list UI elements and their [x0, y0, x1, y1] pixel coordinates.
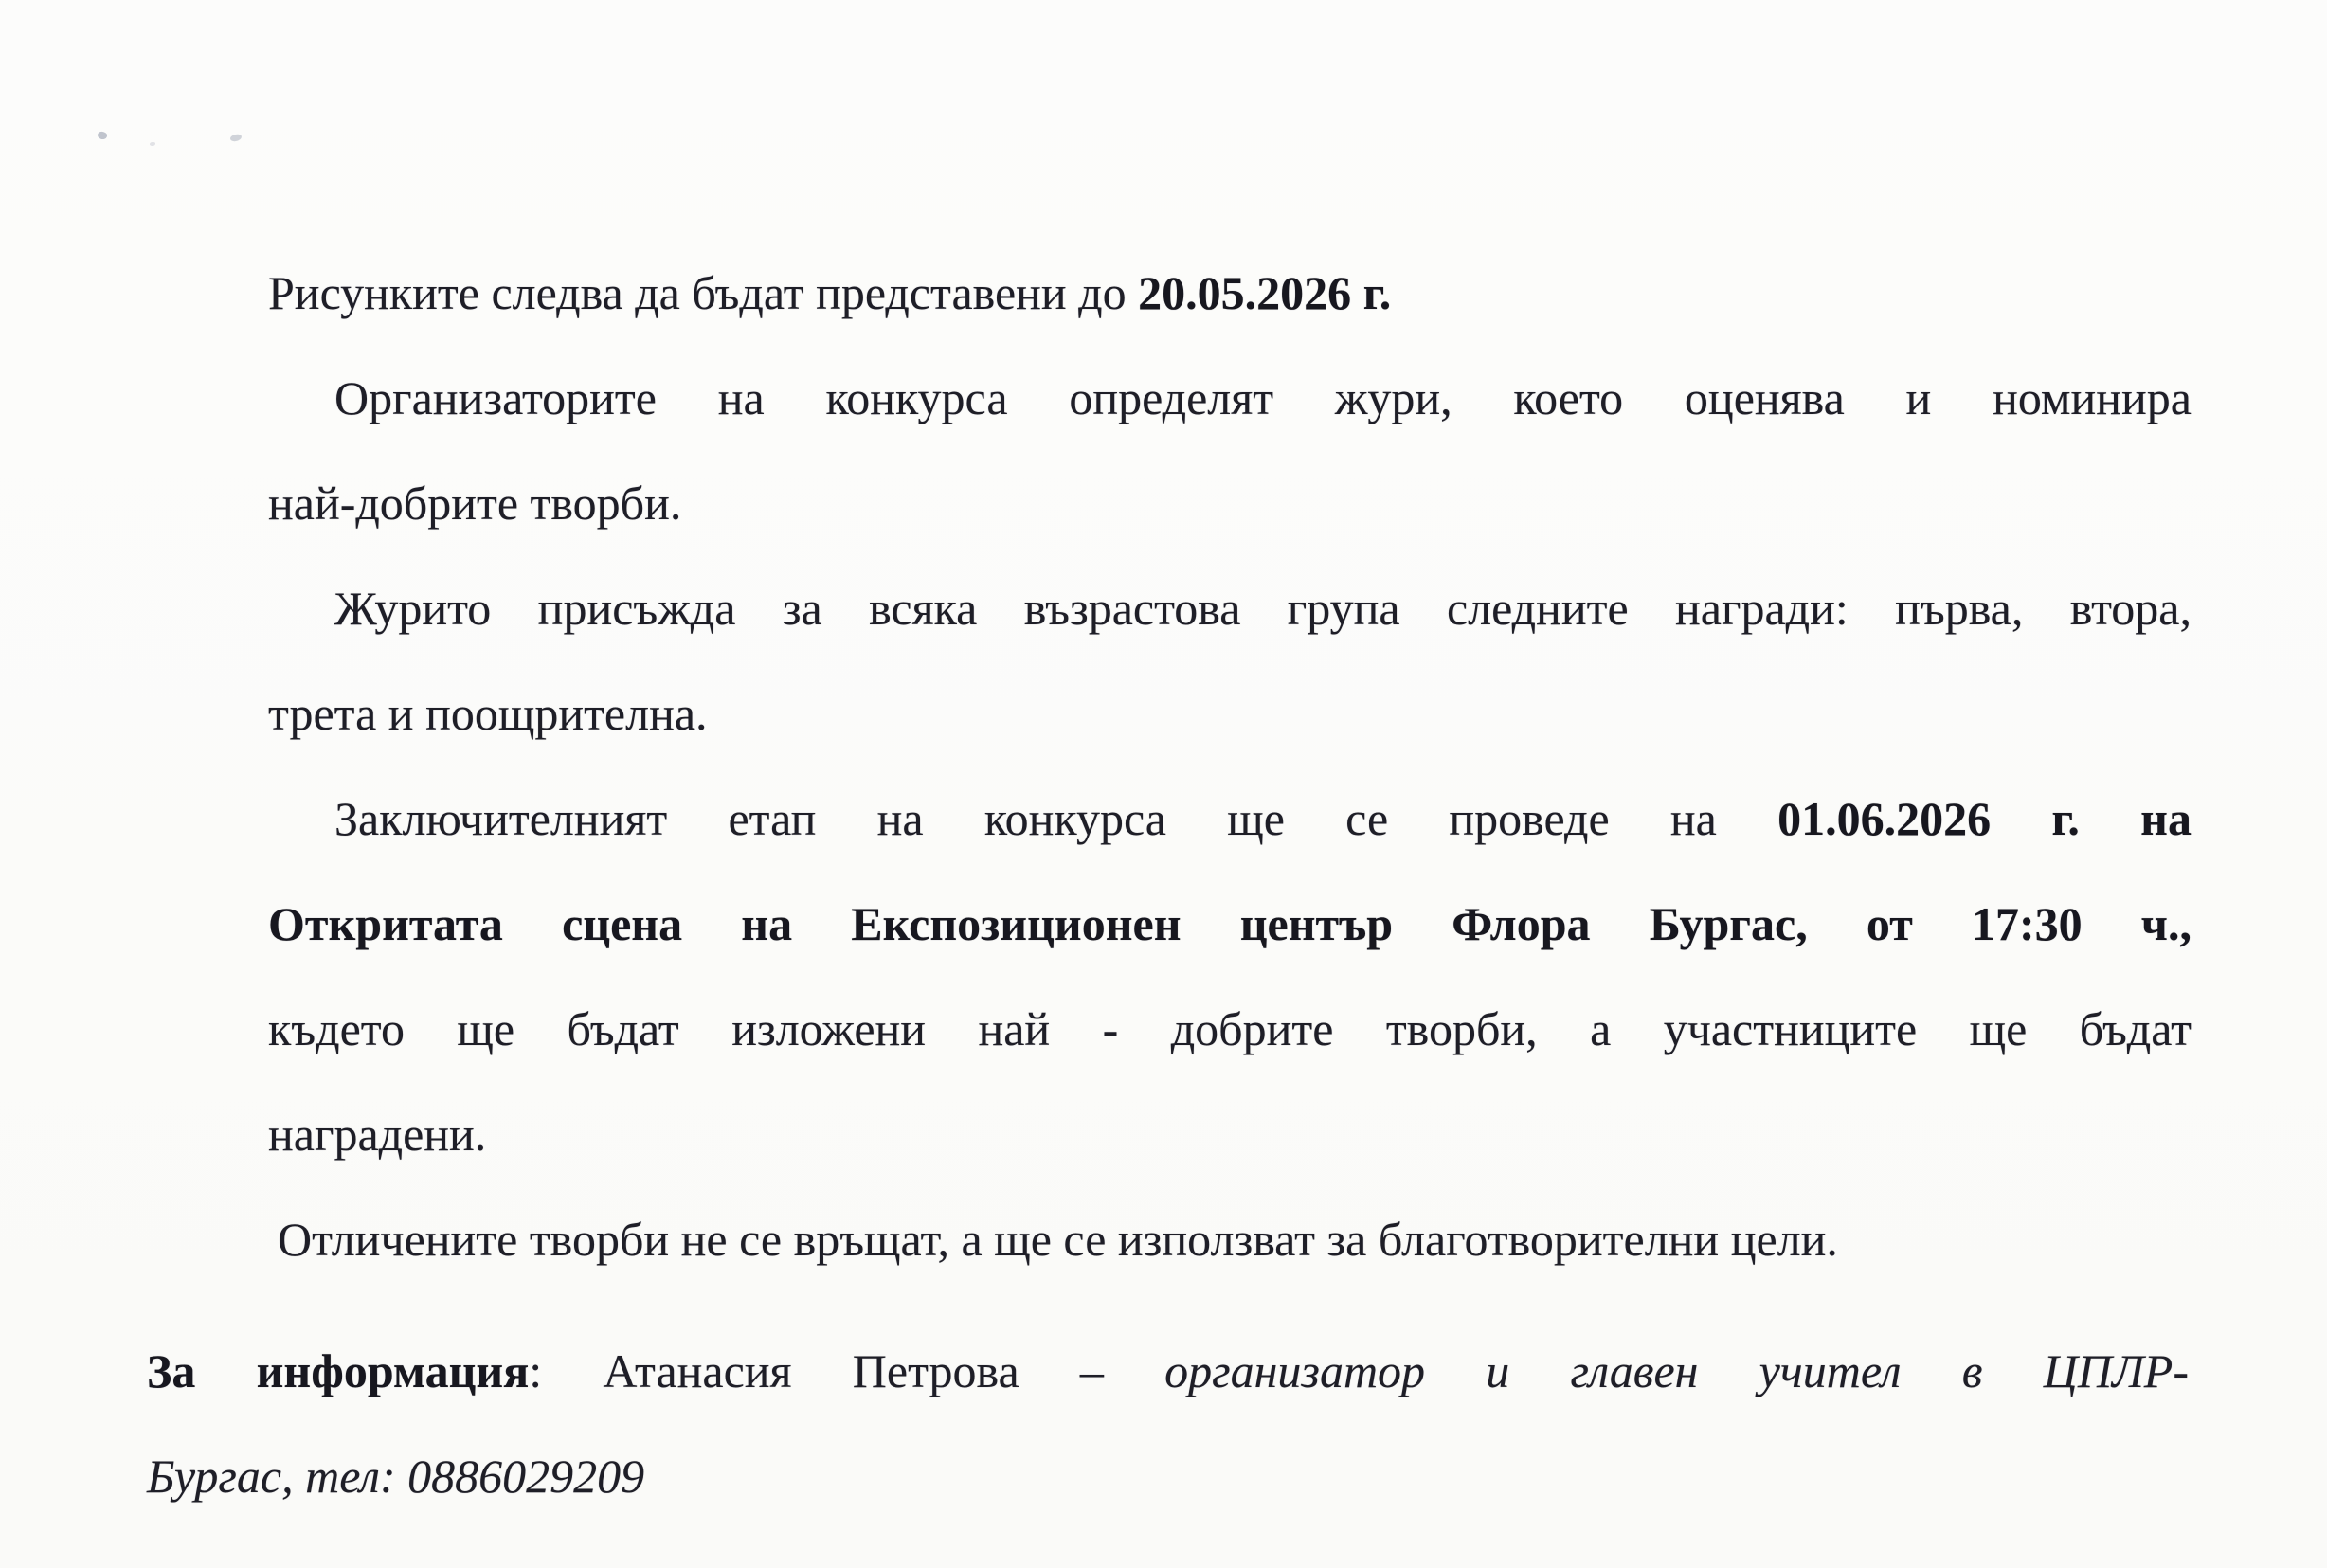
body-paragraph-line	[268, 1082, 2192, 1187]
footer-paragraph-line	[147, 1424, 2189, 1529]
body-paragraph-line	[268, 241, 2192, 346]
text-segment: Отличените творби не се връщат, а ще се използват за благотворителни цели.	[278, 1213, 1838, 1266]
text-segment: Журито присъжда за всяка възрастова група следните награди: първа, втора,	[334, 582, 2192, 635]
body-paragraph-line	[268, 977, 2192, 1082]
body-paragraph-line	[268, 346, 2192, 451]
scan-speck	[97, 131, 108, 141]
text-segment: трета и поощрителна.	[268, 687, 708, 740]
document-footer	[147, 1319, 2189, 1529]
body-paragraph-line	[268, 451, 2192, 556]
text-segment: Откритата сцена на Експозиционен център Флора Бургас, от 17:30 ч.,	[268, 897, 2192, 950]
body-paragraph-line	[268, 872, 2192, 977]
body-paragraph-line	[268, 661, 2192, 766]
text-segment: За информация	[147, 1344, 530, 1397]
text-segment: 20.05.2026 г.	[1138, 266, 1392, 319]
body-paragraph-line	[268, 766, 2192, 872]
text-segment: 01.06.2026 г. на	[1777, 792, 2192, 845]
text-segment: наградени.	[268, 1108, 487, 1161]
body-paragraph-line	[268, 556, 2192, 661]
scan-speck	[150, 142, 155, 146]
text-segment: Рисунките следва да бъдат представени до	[268, 266, 1139, 319]
text-segment: най-добрите творби.	[268, 477, 682, 530]
text-segment: Заключителният етап на конкурса ще се проведе на	[334, 792, 1778, 845]
text-segment: Организаторите на конкурса определят жури, което оценява и номинира	[334, 371, 2192, 424]
text-segment: където ще бъдат изложени най - добрите творби, а участниците ще бъдат	[268, 1002, 2192, 1055]
text-segment: : Атанасия Петрова –	[529, 1344, 1165, 1397]
scan-speck	[229, 134, 242, 142]
document-body	[268, 241, 2192, 1292]
text-segment: организатор и главен учител в ЦПЛР-	[1164, 1344, 2189, 1397]
text-segment: Бургас, тел: 0886029209	[147, 1450, 645, 1503]
footer-paragraph-line	[147, 1319, 2189, 1424]
body-paragraph-line	[268, 1187, 2192, 1292]
